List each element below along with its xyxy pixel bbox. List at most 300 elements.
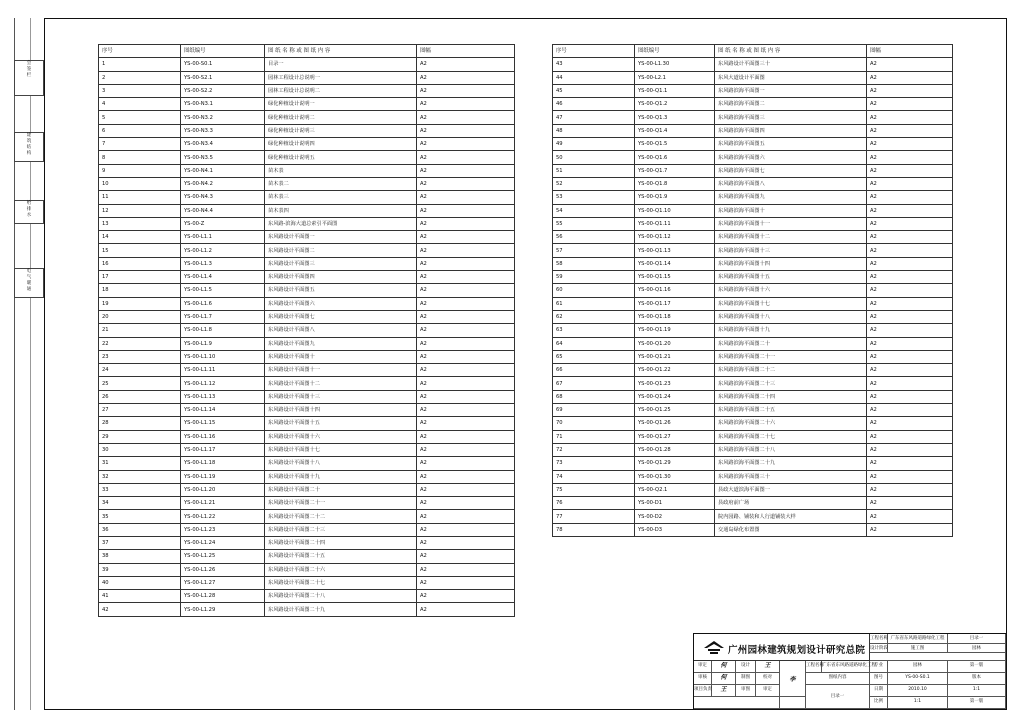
row-number: 70 bbox=[553, 417, 635, 430]
row-number: 44 bbox=[553, 71, 635, 84]
drawing-code: YS-00-Q1.23 bbox=[635, 377, 715, 390]
table-row bbox=[99, 563, 515, 576]
sheet-size: A2 bbox=[417, 430, 515, 443]
sheet-size: A2 bbox=[867, 377, 953, 390]
table-header-row bbox=[553, 45, 953, 58]
drawing-title: 东风路滨海平面图六 bbox=[715, 151, 867, 164]
sheet-size: A2 bbox=[417, 257, 515, 270]
row-number: 1 bbox=[99, 58, 181, 71]
drawing-code: YS-00-Q1.3 bbox=[635, 111, 715, 124]
sheet-size: A2 bbox=[417, 497, 515, 510]
drawing-code: YS-00-L1.26 bbox=[181, 563, 265, 576]
drawing-code: YS-00-Q1.5 bbox=[635, 138, 715, 151]
drawing-title: 东风路设计平面图一 bbox=[265, 231, 417, 244]
reviewer-label: 审定 bbox=[756, 685, 780, 697]
table-row bbox=[99, 217, 515, 230]
table-row bbox=[553, 417, 953, 430]
drawing-code: YS-00-Q1.30 bbox=[635, 470, 715, 483]
row-number: 47 bbox=[553, 111, 635, 124]
header-code: 图纸编号 bbox=[181, 45, 265, 58]
drawing-code: YS-00-L1.25 bbox=[181, 550, 265, 563]
drawing-code: YS-00-L1.28 bbox=[181, 590, 265, 603]
sheet-size: A2 bbox=[867, 417, 953, 430]
row-number: 17 bbox=[99, 271, 181, 284]
table-header-row bbox=[99, 45, 515, 58]
drawing-title: 东风路设计平面图十二 bbox=[265, 377, 417, 390]
table-row bbox=[99, 310, 515, 323]
drawing-title: 东风路滨海平面图二十八 bbox=[715, 443, 867, 456]
content-value: 目录一 bbox=[948, 634, 1006, 644]
sheet-size: A2 bbox=[417, 164, 515, 177]
sheet-size: A2 bbox=[867, 164, 953, 177]
drawing-title: 东风路设计平面图二十七 bbox=[265, 576, 417, 589]
table-row bbox=[99, 590, 515, 603]
row-number: 53 bbox=[553, 191, 635, 204]
sheet-size: A2 bbox=[867, 177, 953, 190]
sheet-size: A2 bbox=[417, 191, 515, 204]
drawing-title: 东风路设计平面图十五 bbox=[265, 417, 417, 430]
binding-char: 通 bbox=[26, 287, 32, 292]
drawing-title: 东风路设计平面图三十 bbox=[715, 58, 867, 71]
drawing-code: YS-00-N4.2 bbox=[181, 177, 265, 190]
drawing-code: YS-00-Q1.18 bbox=[635, 310, 715, 323]
table-row bbox=[553, 244, 953, 257]
drawing-title: 东风路设计平面图十六 bbox=[265, 430, 417, 443]
drawing-code: YS-00-N3.5 bbox=[181, 151, 265, 164]
sheet-size: A2 bbox=[867, 337, 953, 350]
sheet-size: A2 bbox=[417, 138, 515, 151]
date-value: 2010.10 bbox=[888, 685, 948, 697]
scale-value-2: 1:1 bbox=[888, 697, 948, 709]
sheet-size: A2 bbox=[867, 124, 953, 137]
drawing-title: 东风路设计平面图二十二 bbox=[265, 510, 417, 523]
row-number: 51 bbox=[553, 164, 635, 177]
table-row bbox=[553, 58, 953, 71]
table-row bbox=[99, 151, 515, 164]
drawing-code: YS-00-Q1.4 bbox=[635, 124, 715, 137]
drawing-title: 东风路滨海平面图十六 bbox=[715, 284, 867, 297]
sheet-size: A2 bbox=[867, 310, 953, 323]
row-number: 40 bbox=[99, 576, 181, 589]
drawing-code: YS-00-Q1.16 bbox=[635, 284, 715, 297]
table-row bbox=[553, 324, 953, 337]
project-label-2: 工程名称 bbox=[806, 661, 822, 673]
binding-char: 结 bbox=[26, 145, 32, 150]
row-number: 54 bbox=[553, 204, 635, 217]
sheet-size: A2 bbox=[417, 590, 515, 603]
sheet-size: A2 bbox=[417, 111, 515, 124]
drawing-title: 东风路滨海平面图三 bbox=[715, 111, 867, 124]
drawing-code: YS-00-L1.20 bbox=[181, 483, 265, 496]
sheet-size: A2 bbox=[417, 443, 515, 456]
drawing-code: YS-00-L1.1 bbox=[181, 231, 265, 244]
sheet-size: A2 bbox=[417, 324, 515, 337]
row-number: 25 bbox=[99, 377, 181, 390]
table-row bbox=[553, 337, 953, 350]
drawing-title: 东风路滨海平面图十七 bbox=[715, 297, 867, 310]
table-row bbox=[99, 244, 515, 257]
sheet-size: A2 bbox=[417, 217, 515, 230]
sheet-size: A2 bbox=[867, 58, 953, 71]
binding-char: 签 bbox=[26, 67, 32, 72]
drawing-code: YS-00-Q2.1 bbox=[635, 483, 715, 496]
sheet-size: A2 bbox=[867, 324, 953, 337]
title-block-bottom-left bbox=[694, 697, 780, 709]
content-value-2: 目录一 bbox=[806, 685, 870, 709]
drawing-title: 东风路设计平面图十三 bbox=[265, 390, 417, 403]
drawing-title: 东风路设计平面图三 bbox=[265, 257, 417, 270]
table-row bbox=[553, 470, 953, 483]
binding-char: 电 bbox=[26, 269, 32, 274]
sheet-size: A2 bbox=[417, 364, 515, 377]
table-row bbox=[99, 98, 515, 111]
drawing-code: YS-00-Q1.27 bbox=[635, 430, 715, 443]
title-block-bottom-mid bbox=[780, 697, 806, 709]
scale-label: 比例 bbox=[870, 697, 888, 709]
drawing-code: YS-00-Q1.17 bbox=[635, 297, 715, 310]
drawing-title: 东风路设计平面图二十九 bbox=[265, 603, 417, 616]
sheet-size: A2 bbox=[867, 84, 953, 97]
review-label: 校对 bbox=[756, 673, 780, 685]
drawing-title: 绿化种植设计说明二 bbox=[265, 111, 417, 124]
drawing-code: YS-00-Q1.1 bbox=[635, 84, 715, 97]
institute-name: 广州园林建筑规划设计研究总院 bbox=[728, 645, 866, 656]
drawing-title: 院内园路、铺装和人行道铺装大样 bbox=[715, 510, 867, 523]
drawing-code: YS-00-S2.1 bbox=[181, 71, 265, 84]
lead-label: 项目负责 bbox=[694, 685, 712, 697]
content-label: 图纸内容 bbox=[806, 673, 870, 685]
drawing-code: YS-00-S0.1 bbox=[181, 58, 265, 71]
project-name: 广东省东风路道路绿化工程 bbox=[888, 634, 948, 644]
drawing-code: YS-00-Q1.8 bbox=[635, 177, 715, 190]
drawing-title: 东风路设计平面图六 bbox=[265, 297, 417, 310]
drawing-code: YS-00-D3 bbox=[635, 523, 715, 536]
table-row bbox=[99, 84, 515, 97]
row-number: 18 bbox=[99, 284, 181, 297]
drawing-code: YS-00-L1.17 bbox=[181, 443, 265, 456]
drawing-code: YS-00-L1.22 bbox=[181, 510, 265, 523]
table-row bbox=[99, 457, 515, 470]
binding-char: 暖 bbox=[26, 281, 32, 286]
drawing-title: 东风路设计平面图二十六 bbox=[265, 563, 417, 576]
row-number: 73 bbox=[553, 457, 635, 470]
lead-signature: 王 bbox=[712, 685, 736, 697]
table-row bbox=[553, 377, 953, 390]
sheet-size: A2 bbox=[417, 284, 515, 297]
drawing-title: 园林工程设计总说明二 bbox=[265, 84, 417, 97]
drawing-title: 东风路滨海平面图二十 bbox=[715, 337, 867, 350]
drawing-code: YS-00-L1.12 bbox=[181, 377, 265, 390]
row-number: 59 bbox=[553, 271, 635, 284]
sheet-size: A2 bbox=[417, 58, 515, 71]
header-size: 图幅 bbox=[867, 45, 953, 58]
drawing-title: 东风路设计平面图二十五 bbox=[265, 550, 417, 563]
table-row bbox=[99, 603, 515, 616]
header-name: 图 纸 名 称 或 图 纸 内 容 bbox=[715, 45, 867, 58]
sheet-size: A2 bbox=[867, 404, 953, 417]
drawing-code: YS-00-Q1.9 bbox=[635, 191, 715, 204]
sheet-size: A2 bbox=[417, 563, 515, 576]
header-no: 序号 bbox=[553, 45, 635, 58]
row-number: 56 bbox=[553, 231, 635, 244]
row-number: 5 bbox=[99, 111, 181, 124]
row-number: 41 bbox=[99, 590, 181, 603]
drawing-code: YS-00-L1.4 bbox=[181, 271, 265, 284]
row-number: 55 bbox=[553, 217, 635, 230]
design-signature: 王 bbox=[756, 661, 780, 673]
table-row bbox=[553, 404, 953, 417]
row-number: 35 bbox=[99, 510, 181, 523]
stamp-signature: 李 bbox=[789, 676, 796, 683]
header-size: 图幅 bbox=[417, 45, 515, 58]
drawing-code: YS-00-Q1.6 bbox=[635, 151, 715, 164]
approve-label: 审定 bbox=[694, 661, 712, 673]
table-row bbox=[99, 297, 515, 310]
table-row bbox=[99, 390, 515, 403]
row-number: 26 bbox=[99, 390, 181, 403]
institute-logo-icon bbox=[704, 640, 724, 655]
row-number: 39 bbox=[99, 563, 181, 576]
table-row bbox=[553, 310, 953, 323]
table-row bbox=[553, 177, 953, 190]
sheet-size: A2 bbox=[417, 603, 515, 616]
table-row bbox=[553, 297, 953, 310]
drawing-title: 东风路滨海平面图五 bbox=[715, 138, 867, 151]
sheet-size: A2 bbox=[417, 350, 515, 363]
binding-margin bbox=[14, 18, 44, 710]
sheet-size: A2 bbox=[867, 271, 953, 284]
drawing-title: 东风路滨海平面图十一 bbox=[715, 217, 867, 230]
drawing-title: 东风路滨海平面图十八 bbox=[715, 310, 867, 323]
drawing-code: YS-00-Q1.11 bbox=[635, 217, 715, 230]
drawing-code: YS-00-D2 bbox=[635, 510, 715, 523]
row-number: 42 bbox=[99, 603, 181, 616]
approve-signature: 何 bbox=[712, 661, 736, 673]
table-row bbox=[99, 337, 515, 350]
table-row bbox=[99, 430, 515, 443]
phase-label: 设计阶段 bbox=[870, 646, 888, 651]
sheet-size: A2 bbox=[417, 124, 515, 137]
drawing-title: 县政大道滨海平面图一 bbox=[715, 483, 867, 496]
binding-char: 筑 bbox=[26, 139, 32, 144]
drawing-index-table-right bbox=[552, 44, 953, 537]
binding-char: 水 bbox=[26, 213, 32, 218]
table-row bbox=[553, 350, 953, 363]
table-row bbox=[553, 217, 953, 230]
sheet-size: A2 bbox=[867, 71, 953, 84]
check-label: 审核 bbox=[694, 673, 712, 685]
drawing-code: YS-00-L1.10 bbox=[181, 350, 265, 363]
sheet-size: A2 bbox=[867, 510, 953, 523]
sheet-size: A2 bbox=[417, 177, 515, 190]
spec-value-2: 园林 bbox=[888, 661, 948, 673]
structure-box bbox=[14, 132, 44, 162]
drawing-title: 园林工程设计总说明一 bbox=[265, 71, 417, 84]
table-row bbox=[553, 98, 953, 111]
drawing-title: 绿化种植设计说明一 bbox=[265, 98, 417, 111]
drawing-title: 苗木表二 bbox=[265, 177, 417, 190]
sheet-size: A2 bbox=[417, 510, 515, 523]
sheet-size: A2 bbox=[417, 536, 515, 549]
electrical-box bbox=[14, 268, 44, 298]
table-row bbox=[99, 284, 515, 297]
table-row bbox=[99, 443, 515, 456]
row-number: 8 bbox=[99, 151, 181, 164]
drawing-title: 东风路设计平面图二十八 bbox=[265, 590, 417, 603]
table-row bbox=[99, 510, 515, 523]
table-row bbox=[553, 111, 953, 124]
sheet-size: A2 bbox=[867, 523, 953, 536]
binding-char: 排 bbox=[26, 207, 32, 212]
drawing-title: 东风路设计平面图二十三 bbox=[265, 523, 417, 536]
stamp-area bbox=[780, 661, 806, 697]
binding-char: 栏 bbox=[26, 73, 32, 78]
drawing-title: 东风路设计平面图九 bbox=[265, 337, 417, 350]
drawing-code: YS-00-Q1.25 bbox=[635, 404, 715, 417]
sheet-size: A2 bbox=[867, 350, 953, 363]
table-row bbox=[553, 443, 953, 456]
table-row bbox=[99, 497, 515, 510]
drawing-title: 东风路滨海平面图十三 bbox=[715, 244, 867, 257]
drawing-title: 东风大道设计平面图 bbox=[715, 71, 867, 84]
row-number: 77 bbox=[553, 510, 635, 523]
sheet-size: A2 bbox=[867, 231, 953, 244]
drawing-title: 东风路设计平面图二 bbox=[265, 244, 417, 257]
drawing-code: YS-00-N3.3 bbox=[181, 124, 265, 137]
table-row bbox=[99, 111, 515, 124]
row-number: 71 bbox=[553, 430, 635, 443]
table-row bbox=[99, 550, 515, 563]
sheet-size: A2 bbox=[867, 151, 953, 164]
project-label: 工程名称 bbox=[870, 634, 888, 644]
binding-char: 给 bbox=[26, 201, 32, 206]
drawing-code: YS-00-Q1.15 bbox=[635, 271, 715, 284]
sheet-size: A2 bbox=[867, 244, 953, 257]
drawing-title: 县政府前广场 bbox=[715, 497, 867, 510]
sheet-size: A2 bbox=[417, 470, 515, 483]
table-row bbox=[99, 58, 515, 71]
table-row bbox=[99, 470, 515, 483]
sheet-size: A2 bbox=[417, 244, 515, 257]
drawing-title: 东风路滨海平面图二十二 bbox=[715, 364, 867, 377]
drawing-title: 东风路设计平面图十四 bbox=[265, 404, 417, 417]
check-signature: 何 bbox=[712, 673, 736, 685]
title-block bbox=[693, 633, 1007, 710]
row-number: 33 bbox=[99, 483, 181, 496]
row-number: 9 bbox=[99, 164, 181, 177]
sheet-size: A2 bbox=[867, 457, 953, 470]
sheet-size: A2 bbox=[867, 98, 953, 111]
row-number: 66 bbox=[553, 364, 635, 377]
plumbing-box bbox=[14, 200, 44, 224]
table-row bbox=[99, 164, 515, 177]
row-number: 48 bbox=[553, 124, 635, 137]
spec-value: 园林 bbox=[948, 644, 1006, 653]
table-row bbox=[99, 231, 515, 244]
table-row bbox=[553, 151, 953, 164]
drawing-title: 交通岛绿化布置图 bbox=[715, 523, 867, 536]
drawing-code: YS-00-L1.30 bbox=[635, 58, 715, 71]
drawing-title: 苗木表 bbox=[265, 164, 417, 177]
sheet-size: A2 bbox=[417, 523, 515, 536]
sheet-number-value: YS-00-S0.1 bbox=[888, 673, 948, 685]
drawing-title: 苗木表四 bbox=[265, 204, 417, 217]
sheet-size: A2 bbox=[417, 98, 515, 111]
row-number: 21 bbox=[99, 324, 181, 337]
drawing-title: 东风路滨海平面图四 bbox=[715, 124, 867, 137]
table-row bbox=[99, 576, 515, 589]
drawing-title: 绿化种植设计说明三 bbox=[265, 124, 417, 137]
table-row bbox=[99, 191, 515, 204]
row-number: 4 bbox=[99, 98, 181, 111]
sheet-size: A2 bbox=[867, 470, 953, 483]
row-number: 7 bbox=[99, 138, 181, 151]
row-number: 34 bbox=[99, 497, 181, 510]
sheet-size: A2 bbox=[417, 84, 515, 97]
drawing-code: YS-00-L1.2 bbox=[181, 244, 265, 257]
drawing-code: YS-00-D1 bbox=[635, 497, 715, 510]
sheet-size: A2 bbox=[417, 390, 515, 403]
row-number: 23 bbox=[99, 350, 181, 363]
row-number: 49 bbox=[553, 138, 635, 151]
binding-char: 气 bbox=[26, 275, 32, 280]
drawing-code: YS-00-Q1.24 bbox=[635, 390, 715, 403]
drawing-code: YS-00-L1.9 bbox=[181, 337, 265, 350]
drawing-code: YS-00-L1.5 bbox=[181, 284, 265, 297]
drawing-title: 绿化种植设计说明四 bbox=[265, 138, 417, 151]
drawing-title: 东风路滨海平面图十 bbox=[715, 204, 867, 217]
row-number: 20 bbox=[99, 310, 181, 323]
row-number: 19 bbox=[99, 297, 181, 310]
revision-value-2: 第一版 bbox=[948, 697, 1006, 709]
sheet-size: A2 bbox=[867, 364, 953, 377]
row-number: 37 bbox=[99, 536, 181, 549]
row-number: 32 bbox=[99, 470, 181, 483]
row-number: 15 bbox=[99, 244, 181, 257]
drawing-title: 东风路设计平面图二十四 bbox=[265, 536, 417, 549]
table-row bbox=[553, 430, 953, 443]
drawing-title: 东风路设计平面图八 bbox=[265, 324, 417, 337]
drawing-code: YS-00-L1.18 bbox=[181, 457, 265, 470]
drawing-code: YS-00-L2.1 bbox=[635, 71, 715, 84]
drawing-title: 东风路设计平面图二十 bbox=[265, 483, 417, 496]
table-row bbox=[553, 231, 953, 244]
sheet-size: A2 bbox=[867, 257, 953, 270]
drawing-code: YS-00-L1.11 bbox=[181, 364, 265, 377]
drawing-title: 东风路滨海平面图二十七 bbox=[715, 430, 867, 443]
table-row bbox=[553, 510, 953, 523]
table-row bbox=[99, 124, 515, 137]
drawing-code: YS-00-Q1.2 bbox=[635, 98, 715, 111]
sheet-size: A2 bbox=[417, 231, 515, 244]
sheet-size: A2 bbox=[417, 550, 515, 563]
drawing-code: YS-00-L1.13 bbox=[181, 390, 265, 403]
project-name-2: 广东省东风路道路绿化工程 bbox=[822, 661, 870, 673]
drawing-code: YS-00-N3.2 bbox=[181, 111, 265, 124]
sheet-size: A2 bbox=[867, 443, 953, 456]
sheet-size: A2 bbox=[417, 483, 515, 496]
sheet-size: A2 bbox=[417, 310, 515, 323]
drawing-code: YS-00-Q1.22 bbox=[635, 364, 715, 377]
drawing-index-table-left bbox=[98, 44, 515, 617]
drawing-code: YS-00-Q1.20 bbox=[635, 337, 715, 350]
proof-label: 审图 bbox=[736, 685, 756, 697]
table-row bbox=[553, 138, 953, 151]
table-row bbox=[553, 523, 953, 536]
row-number: 27 bbox=[99, 404, 181, 417]
drawing-title: 东风路滨海平面图十九 bbox=[715, 324, 867, 337]
drawing-title: 东风路设计平面图十 bbox=[265, 350, 417, 363]
